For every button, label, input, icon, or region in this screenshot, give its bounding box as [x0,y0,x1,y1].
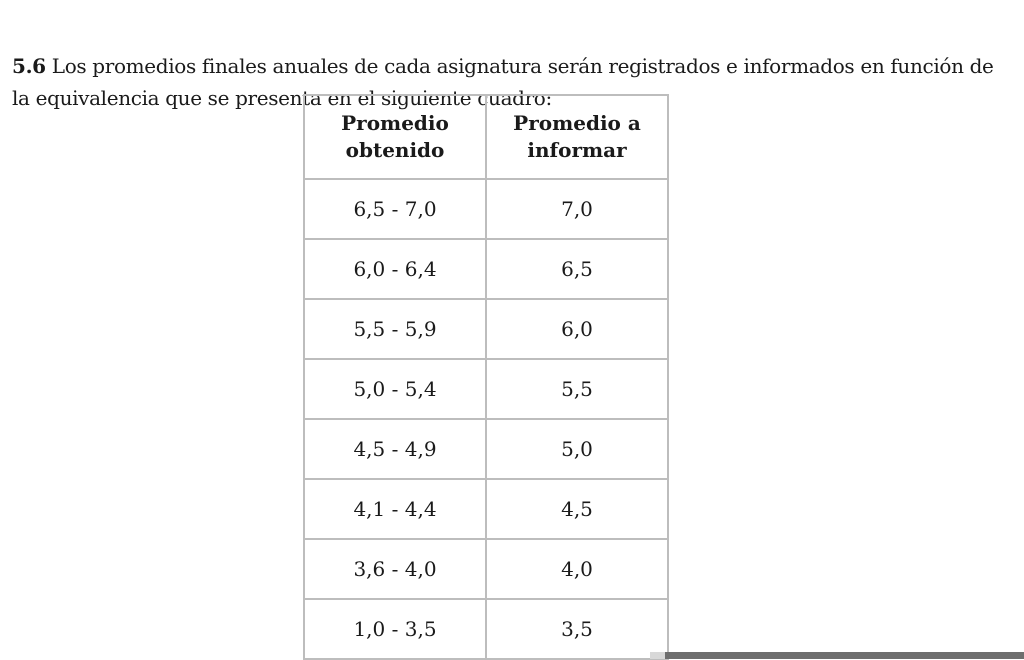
range-cell: 1,0 - 3,5 [304,599,486,659]
range-cell: 5,0 - 5,4 [304,359,486,419]
range-cell: 5,5 - 5,9 [304,299,486,359]
reported-cell: 3,5 [486,599,668,659]
section-number: 5.6 [12,54,46,78]
table-row [304,599,668,659]
table-row [304,539,668,599]
page-edge-shadow [650,652,665,659]
reported-cell: 4,5 [486,479,668,539]
range-cell: 4,5 - 4,9 [304,419,486,479]
reported-cell: 6,5 [486,239,668,299]
reported-cell: 7,0 [486,179,668,239]
range-cell: 6,0 - 6,4 [304,239,486,299]
header-promedio-a-informar: Promedio a informar [486,95,668,179]
reported-cell: 6,0 [486,299,668,359]
range-cell: 4,1 - 4,4 [304,479,486,539]
table-row [304,179,668,239]
range-cell: 3,6 - 4,0 [304,539,486,599]
reported-cell: 5,5 [486,359,668,419]
page-edge-bar [665,652,1024,659]
header-promedio-obtenido: Promedio obtenido [304,95,486,179]
table-row [304,359,668,419]
reported-cell: 5,0 [486,419,668,479]
table-row [304,419,668,479]
table-row [304,239,668,299]
range-cell: 6,5 - 7,0 [304,179,486,239]
equivalence-table [303,94,669,660]
table-header-row [304,95,668,179]
table-row [304,479,668,539]
table-row [304,299,668,359]
reported-cell: 4,0 [486,539,668,599]
paragraph-text: Los promedios finales anuales de cada asignatura serán registrados e informados en función de la equivalencia que se presenta en el siguiente cuadro: [12,54,994,110]
